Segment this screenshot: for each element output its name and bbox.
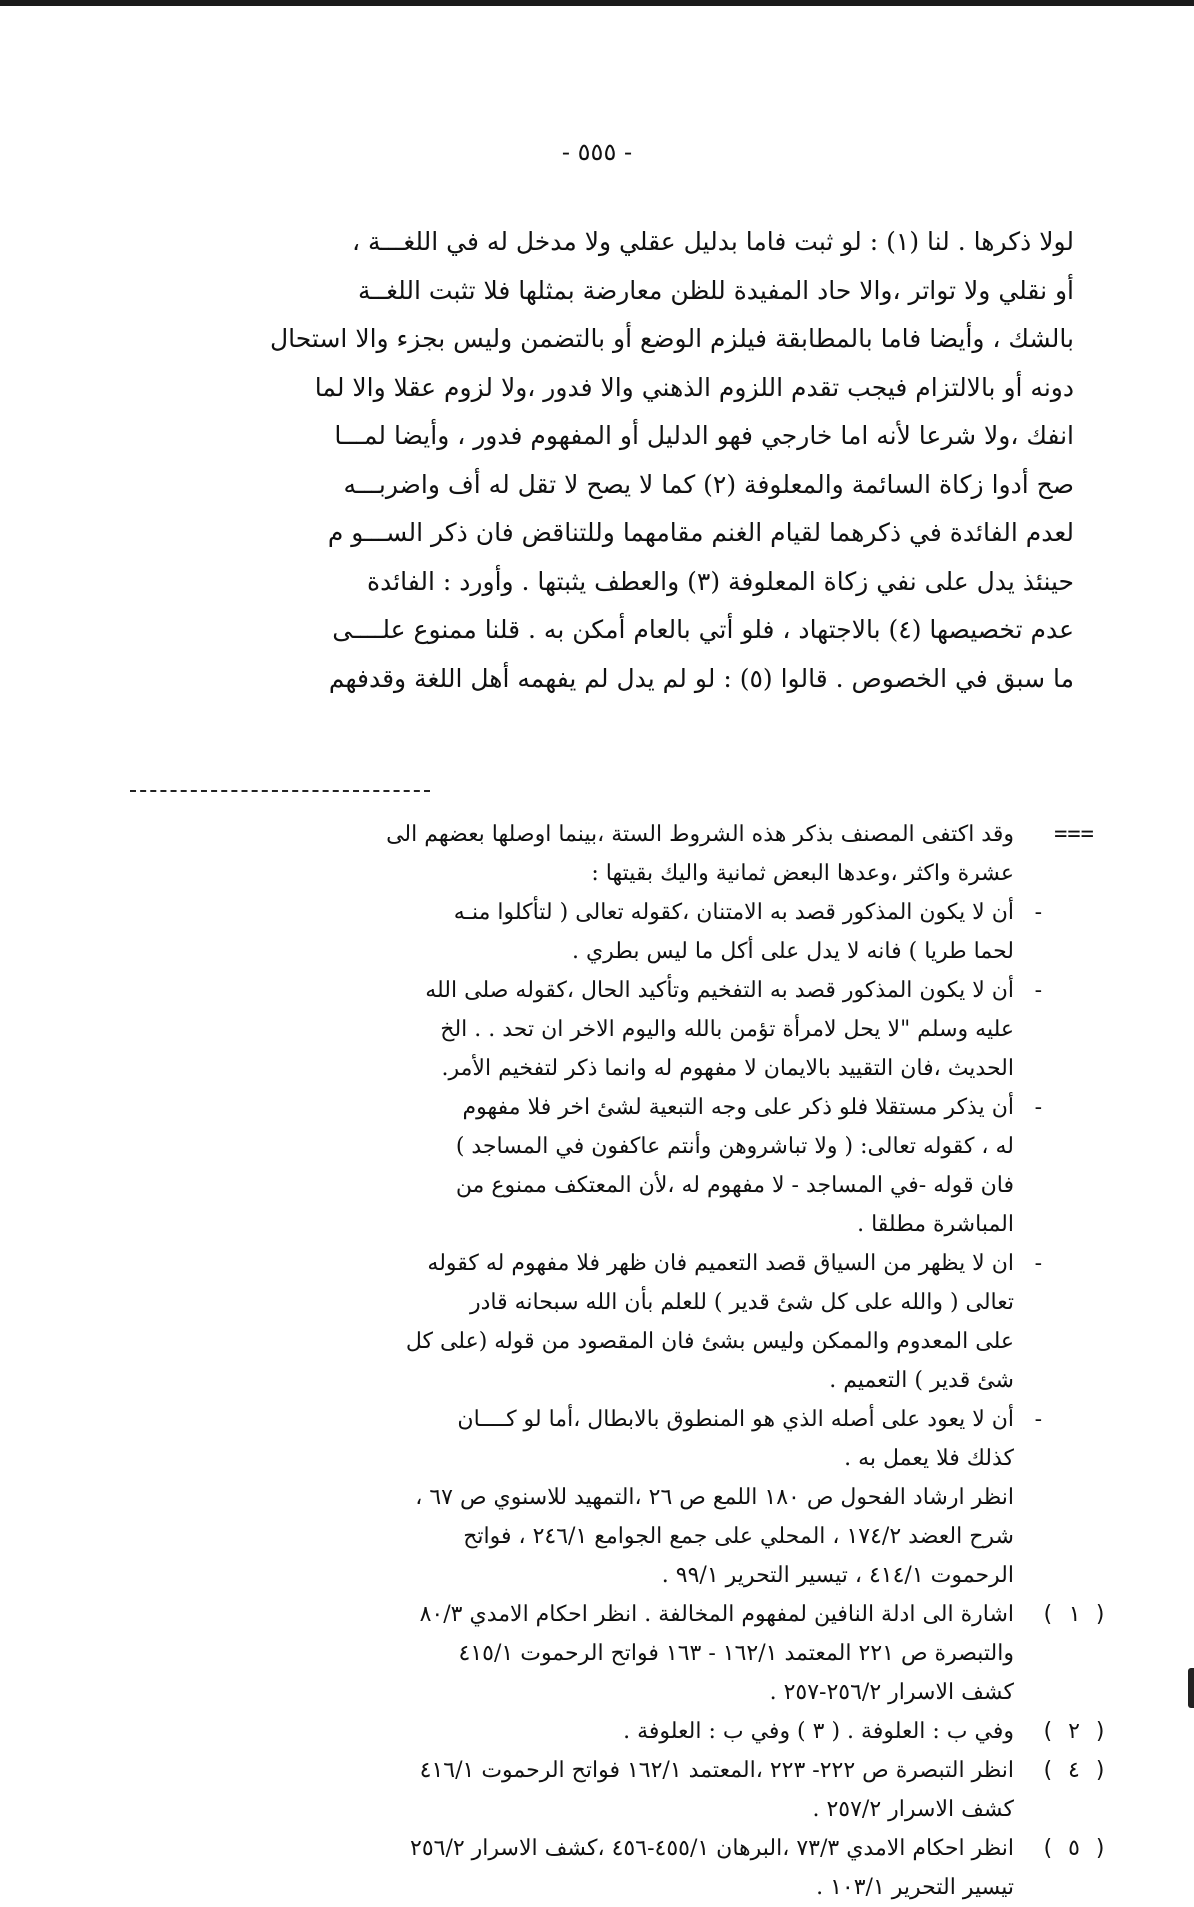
footnote-5	[119, 1829, 1109, 1907]
bullet-text: أن لا يكون المذكور قصد به التفخيم وتأكيد الحال ،كقوله صلى الله	[425, 978, 1014, 1003]
bullet-text: أن لا يعود على أصله الذي هو المنطوق بالابطال ،أما لو كــــان	[457, 1407, 1014, 1432]
bullet-line: المباشرة مطلقا .	[857, 1212, 1014, 1237]
bullet-text: ان لا يظهر من السياق قصد التعميم فان ظهر فلا مفهوم له كقوله	[427, 1251, 1014, 1276]
bullet-line	[119, 971, 1042, 1010]
bullet-item	[119, 1400, 1042, 1478]
footnote-separator	[130, 790, 430, 792]
bullet-text: أن يذكر مستقلا فلو ذكر على وجه التبعية لشئ اخر فلا مفهوم	[462, 1095, 1014, 1120]
footnote-4	[119, 1751, 1109, 1829]
reference-line: انظر ارشاد الفحول ص ١٨٠ اللمع ص ٢٦ ،التمهيد للاسنوي ص ٦٧ ،	[415, 1485, 1014, 1510]
bullet-line: تعالى ( والله على كل شئ قدير ) للعلم بأن الله سبحانه قادر	[470, 1290, 1014, 1315]
bullet-text: أن لا يكون المذكور قصد به الامتنان ،كقوله تعالى ( لتأكلوا منـه	[453, 900, 1014, 925]
page-number: - ٥٥٥ -	[561, 138, 633, 166]
bullet-line: فان قوله -في المساجد - لا مفهوم له ،لأن المعتكف ممنوع من	[455, 1173, 1014, 1198]
scan-edge-mark	[1188, 1668, 1194, 1708]
bullet-item	[119, 971, 1042, 1088]
bullet-line	[119, 1244, 1042, 1283]
footnote-number: ( ٢ )	[1040, 1719, 1108, 1744]
body-line: أو نقلي ولا تواتر ،والا حاد المفيدة للظن معارضة بمثلها فلا تثبت اللغــة	[358, 275, 1074, 305]
footnote-line: تيسير التحرير ١٠٣/١ .	[816, 1875, 1014, 1900]
note-intro-line: عشرة واكثر ،وعدها البعض ثمانية واليك بقيتها :	[591, 861, 1014, 886]
bullet-line: على المعدوم والممكن وليس بشئ فان المقصود من قوله (على كل	[405, 1329, 1014, 1354]
reference-line: شرح العضد ١٧٤/٢ ، المحلي على جمع الجوامع ٢٤٦/١ ، فواتح	[463, 1524, 1014, 1549]
footnote-line: اشارة الى ادلة النافين لمفهوم المخالفة . انظر احكام الامدي ٨٠/٣	[419, 1602, 1014, 1627]
body-line: صح أدوا زكاة السائمة والمعلوفة (٢) كما لا يصح لا تقل له أف واضربـــه	[343, 469, 1074, 499]
bullet-item	[119, 1088, 1042, 1244]
bullet-line: له ، كقوله تعالى: ( ولا تباشروهن وأنتم عاكفون في المساجد )	[455, 1134, 1014, 1159]
body-line: عدم تخصيصها (٤) بالاجتهاد ، فلو أتي بالعام أمكن به . قلنا ممنوع علــــى	[332, 615, 1074, 644]
bullet-line: الحديث ،فان التقييد بالايمان لا مفهوم له وانما ذكر لتفخيم الأمر.	[441, 1056, 1014, 1081]
bullet-line	[119, 893, 1042, 932]
main-text-body	[164, 218, 1074, 703]
body-line: ما سبق في الخصوص . قالوا (٥) : لو لم يدل لم يفهمه أهل اللغة وقدفهم	[328, 663, 1074, 693]
body-line: انفك ،ولا شرعا لأنه اما خارجي فهو الدليل أو المفهوم فدور ، وأيضا لمـــا	[334, 421, 1074, 450]
bullet-dash: -	[1034, 900, 1042, 925]
note-marker: ===	[1054, 822, 1094, 847]
footnote-line: وفي ب : العلوفة . ( ٣ ) وفي ب : العلوفة .	[623, 1719, 1014, 1744]
reference-line: الرحموت ٤١٤/١ ، تيسير التحرير ٩٩/١ .	[661, 1563, 1014, 1588]
bullet-item	[119, 893, 1042, 971]
body-line: لولا ذكرها . لنا (١) : لو ثبت فاما بدليل عقلي ولا مدخل له في اللغـــة ،	[351, 227, 1074, 256]
bullet-line: كذلك فلا يعمل به .	[844, 1446, 1014, 1471]
footnote-2-3	[119, 1712, 1109, 1751]
bullet-dash: -	[1034, 1251, 1042, 1276]
bullet-line: عليه وسلم "لا يحل لامرأة تؤمن بالله واليوم الاخر ان تحد . . الخ	[440, 1017, 1014, 1042]
footnote-line: كشف الاسرار ٢٥٦/٢-٢٥٧ .	[769, 1680, 1014, 1705]
bullet-dash: -	[1034, 1407, 1042, 1432]
body-line: لعدم الفائدة في ذكرهما لقيام الغنم مقامهما وللتناقض فان ذكر الســـو م	[327, 518, 1074, 547]
bullet-line: شئ قدير ) التعميم .	[829, 1368, 1014, 1393]
bullet-line: لحما طريا ) فانه لا يدل على أكل ما ليس بطري .	[571, 939, 1014, 964]
note-intro-line: وقد اكتفى المصنف بذكر هذه الشروط الستة ،بينما اوصلها بعضهم الى	[386, 822, 1014, 847]
footnote-line: انظر التبصرة ص ٢٢٢- ٢٢٣ ،المعتمد ١٦٢/١ فواتح الرحموت ٤١٦/١	[419, 1758, 1014, 1783]
footnotes-section	[119, 815, 1109, 1907]
body-line: بالشك ، وأيضا فاما بالمطابقة فيلزم الوضع أو بالتضمن وليس بجزء والا استحال	[270, 324, 1074, 353]
bullet-dash: -	[1034, 1095, 1042, 1120]
bullet-item	[119, 1244, 1042, 1400]
footnote-1	[119, 1595, 1109, 1712]
footnote-number: ( ٥ )	[1040, 1836, 1108, 1861]
continued-note	[119, 815, 1109, 1595]
footnote-line: كشف الاسرار ٢٥٧/٢ .	[812, 1797, 1014, 1822]
footnote-line: والتبصرة ص ٢٢١ المعتمد ١٦٢/١ - ١٦٣ فواتح الرحموت ٤١٥/١	[458, 1641, 1014, 1666]
bullet-dash: -	[1034, 978, 1042, 1003]
footnote-number: ( ٤ )	[1040, 1758, 1108, 1783]
body-line: حينئذ يدل على نفي زكاة المعلوفة (٣) والعطف يثبتها . وأورد : الفائدة	[366, 566, 1074, 596]
footnote-line: انظر احكام الامدي ٧٣/٣ ،البرهان ٤٥٥/١-٤٥٦ ،كشف الاسرار ٢٥٦/٢	[410, 1836, 1014, 1861]
bullet-line	[119, 1400, 1042, 1439]
bullet-line	[119, 1088, 1042, 1127]
footnote-number: ( ١ )	[1040, 1602, 1108, 1627]
body-line: دونه أو بالالتزام فيجب تقدم اللزوم الذهني والا فدور ،ولا لزوم عقلا والا لما	[314, 372, 1074, 402]
